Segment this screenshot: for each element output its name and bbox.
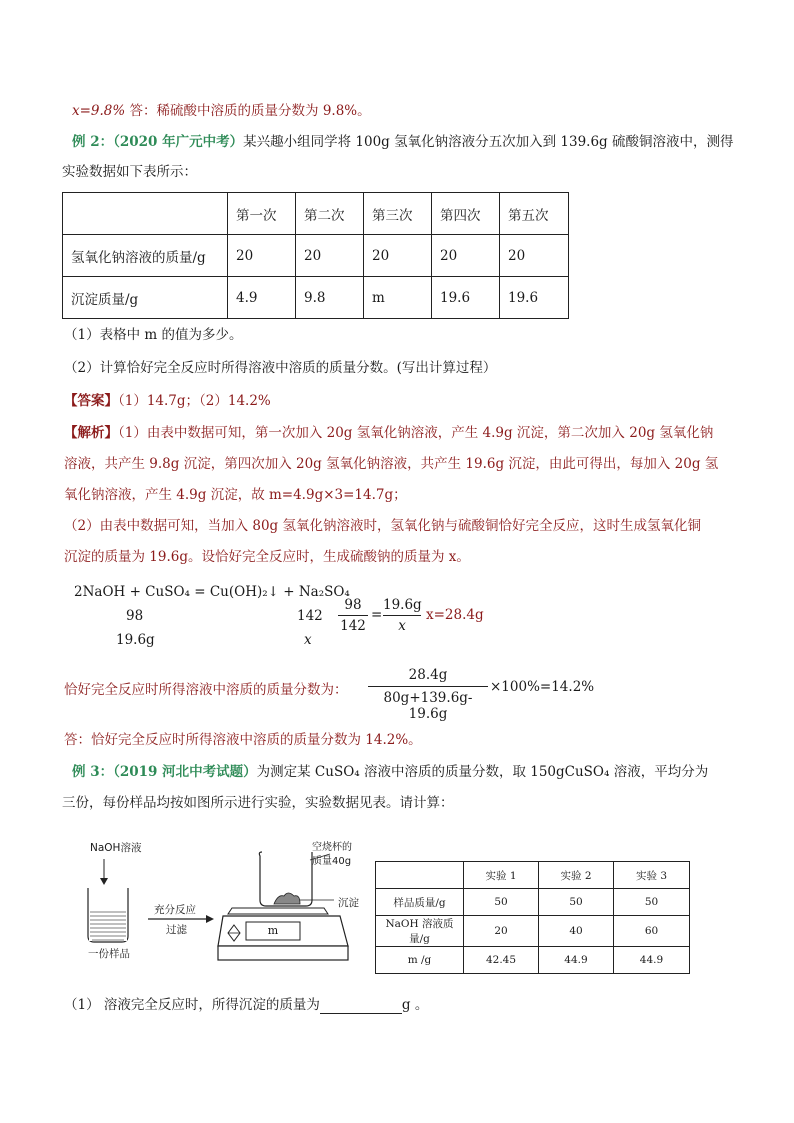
mass-fraction-result: ×100%=14.2% bbox=[490, 679, 595, 695]
fraction-2-numerator: 19.6g bbox=[383, 597, 422, 613]
table-cell: 实验 1 bbox=[464, 862, 539, 889]
unknown-x: x bbox=[304, 632, 312, 648]
fraction-2-bar bbox=[383, 615, 421, 616]
table-header-row bbox=[63, 193, 569, 235]
x-value: x=9.8% bbox=[72, 103, 126, 119]
table-cell: 20 bbox=[296, 235, 364, 277]
table-cell: 20 bbox=[364, 235, 432, 277]
equals-sign: = bbox=[371, 607, 383, 623]
process-arrow-head bbox=[206, 915, 214, 923]
question-3-text: （1） 溶液完全反应时，所得沉淀的质量为 bbox=[64, 997, 320, 1013]
scale-display-text: m bbox=[267, 924, 279, 937]
answer-label: 【答案】 bbox=[64, 393, 118, 409]
table-cell: 第四次 bbox=[432, 193, 500, 235]
table-cell: 42.45 bbox=[464, 947, 539, 974]
molar-mass-142: 142 bbox=[297, 608, 323, 624]
table-cell: 样品质量/g bbox=[376, 889, 464, 916]
table-cell: 20 bbox=[464, 916, 539, 947]
table-cell: 第五次 bbox=[500, 193, 569, 235]
molar-mass-98: 98 bbox=[126, 608, 144, 624]
down-arrow-head bbox=[100, 878, 108, 885]
example-2-text: 某兴趣小组同学将 100g 氢氧化钠溶液分五次加入到 139.6g 硫酸铜溶液中，测得 bbox=[243, 134, 734, 150]
table-cell: m bbox=[364, 277, 432, 319]
table-cell: 实验 3 bbox=[614, 862, 690, 889]
table-cell: 第三次 bbox=[364, 193, 432, 235]
answer-blank[interactable] bbox=[320, 999, 402, 1014]
table-cell: 4.9 bbox=[228, 277, 296, 319]
example-3-text-2: 三份，每份样品均按如图所示进行实验，实验数据见表。请计算： bbox=[62, 795, 454, 811]
table-header-row bbox=[376, 862, 690, 889]
precipitate-icon bbox=[274, 893, 300, 904]
table-row bbox=[376, 916, 690, 947]
fraction-1-numerator: 98 bbox=[344, 597, 362, 613]
table-cell bbox=[63, 193, 228, 235]
analysis-text-1: （1）由表中数据可知，第一次加入 20g 氢氧化钠溶液，产生 4.9g 沉淀，第二次加入 20g 氢氧化钠 bbox=[118, 425, 714, 441]
table-row bbox=[376, 947, 690, 974]
table-cell: 60 bbox=[614, 916, 690, 947]
question-1: （1）表格中 m 的值为多少。 bbox=[64, 327, 243, 343]
previous-answer-line bbox=[72, 102, 371, 120]
data-table-1 bbox=[62, 192, 569, 319]
table-cell: 20 bbox=[500, 235, 569, 277]
mass-fraction-numerator: 28.4g bbox=[408, 667, 448, 683]
table-cell: 9.8 bbox=[296, 277, 364, 319]
fraction-2-denominator: x bbox=[398, 618, 406, 634]
table-cell: 沉淀质量/g bbox=[63, 277, 228, 319]
table-row bbox=[63, 235, 569, 277]
naoh-label: NaOH溶液 bbox=[90, 842, 142, 854]
fraction-1-denominator: 142 bbox=[340, 618, 366, 634]
table-cell: m /g bbox=[376, 947, 464, 974]
table-cell: 40 bbox=[539, 916, 614, 947]
example-3-intro bbox=[72, 763, 708, 781]
result-x: x=28.4g bbox=[426, 607, 484, 623]
beaker-label-2: 质量40g bbox=[312, 856, 352, 867]
table-cell: 19.6 bbox=[432, 277, 500, 319]
analysis-line-2: 溶液，共产生 9.8g 沉淀，第四次加入 20g 氢氧化钠溶液，共产生 19.6g 沉淀，由此可得出，每加入 20g 氢 bbox=[64, 456, 719, 472]
table-cell: 实验 2 bbox=[539, 862, 614, 889]
table-cell: 第一次 bbox=[228, 193, 296, 235]
example-2-source: （2020 年广元中考） bbox=[113, 134, 244, 150]
analysis-line-4: （2）由表中数据可知，当加入 80g 氢氧化钠溶液时，氢氧化钠与硫酸铜恰好完全反应，这时生成氢氧化铜 bbox=[64, 518, 701, 534]
table-cell: 氢氧化钠溶液的质量/g bbox=[63, 235, 228, 277]
example-2-text-2: 实验数据如下表所示： bbox=[62, 164, 197, 180]
example-3-text: 为测定某 CuSO₄ 溶液中溶质的质量分数，取 150gCuSO₄ 溶液，平均分为 bbox=[256, 764, 709, 780]
table-cell: 19.6 bbox=[500, 277, 569, 319]
mass-fraction-denominator: 80g+139.6g-19.6g bbox=[383, 690, 473, 722]
table-cell: 50 bbox=[464, 889, 539, 916]
beaker-label-1: 空烧杯的 bbox=[312, 842, 352, 853]
fraction-1-bar bbox=[338, 615, 368, 616]
table-cell: NaOH 溶液质量/g bbox=[376, 916, 464, 947]
final-answer: 答：恰好完全反应时所得溶液中溶质的质量分数为 14.2%。 bbox=[64, 732, 422, 748]
table-row bbox=[63, 277, 569, 319]
sample-label: 一份样品 bbox=[88, 948, 130, 960]
answer-line bbox=[64, 392, 271, 410]
question-2: （2）计算恰好完全反应时所得溶液中溶质的质量分数。(写出计算过程） bbox=[64, 360, 497, 376]
experiment-figure bbox=[78, 838, 378, 968]
analysis-line-1 bbox=[64, 424, 713, 442]
table-cell: 44.9 bbox=[614, 947, 690, 974]
table-cell: 50 bbox=[539, 889, 614, 916]
mass-fraction-label: 恰好完全反应时所得溶液中溶质的质量分数为： bbox=[64, 682, 348, 698]
table-cell: 第二次 bbox=[296, 193, 364, 235]
example-2-intro bbox=[72, 133, 734, 151]
table-cell: 20 bbox=[228, 235, 296, 277]
answer-text: （1）14.7g；（2）14.2% bbox=[118, 393, 271, 409]
balance-pan-icon bbox=[228, 908, 328, 914]
arrow-label-bottom: 过滤 bbox=[166, 924, 187, 936]
arrow-label-top: 充分反应 bbox=[154, 904, 196, 916]
previous-answer-text: 答：稀硫酸中溶质的质量分数为 9.8%。 bbox=[125, 103, 371, 119]
table-cell: 50 bbox=[614, 889, 690, 916]
analysis-line-5: 沉淀的质量为 19.6g。设恰好完全反应时，生成硫酸钠的质量为 x。 bbox=[64, 549, 470, 565]
table-cell bbox=[376, 862, 464, 889]
example-2-label: 例 2： bbox=[72, 134, 114, 150]
mass-fraction-bar bbox=[368, 686, 488, 687]
table-cell: 20 bbox=[432, 235, 500, 277]
question-3 bbox=[64, 996, 428, 1014]
table-row bbox=[376, 889, 690, 916]
table-cell: 44.9 bbox=[539, 947, 614, 974]
analysis-line-3: 氧化钠溶液，产生 4.9g 沉淀，故 m=4.9g×3=14.7g； bbox=[64, 487, 407, 503]
example-3-label: 例 3： bbox=[72, 764, 114, 780]
chemical-equation: 2NaOH + CuSO₄ = Cu(OH)₂↓ + Na₂SO₄ bbox=[74, 584, 350, 600]
data-table-2 bbox=[375, 861, 690, 974]
analysis-label: 【解析】 bbox=[64, 425, 118, 441]
question-3-suffix: g 。 bbox=[401, 997, 429, 1013]
value-19-6g: 19.6g bbox=[116, 632, 155, 648]
precipitate-label: 沉淀 bbox=[338, 897, 359, 909]
example-3-source: （2019 河北中考试题） bbox=[113, 764, 257, 780]
